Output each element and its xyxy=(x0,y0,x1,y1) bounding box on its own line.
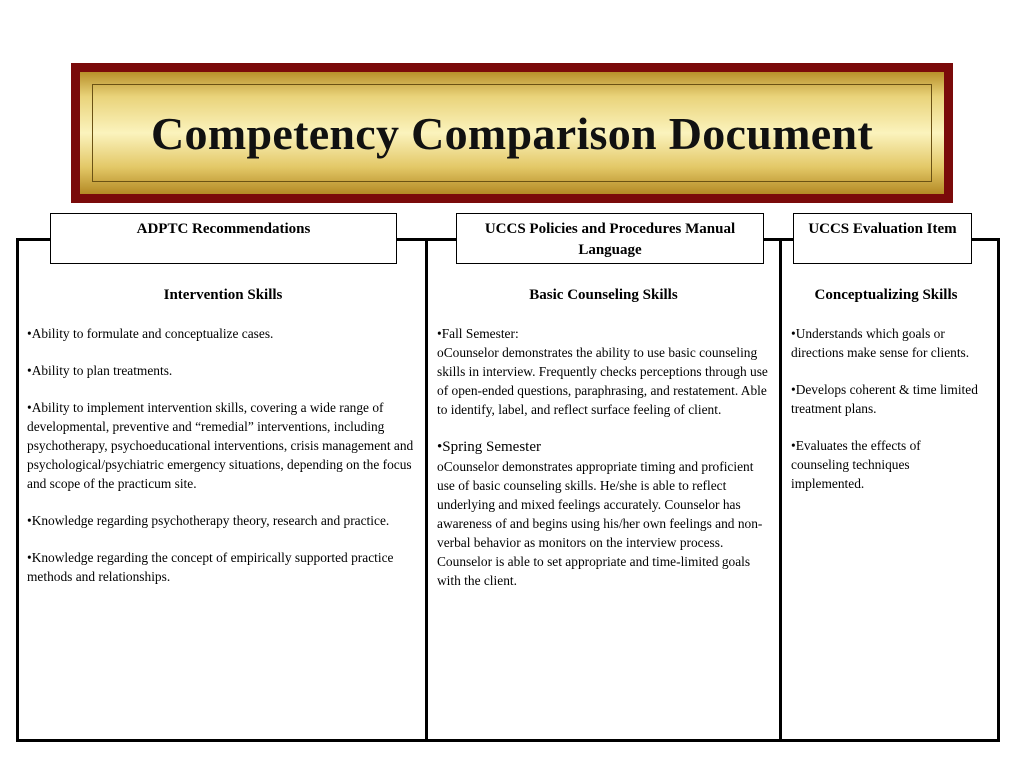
page-title: Competency Comparison Document xyxy=(151,107,873,159)
title-banner xyxy=(71,63,953,203)
spring-semester-text: oCounselor demonstrates appropriate timing and proficient use of basic counseling skills. He/she is able to reflect underlying and mixed feelings accurately. Counselor has awareness of and begins using his/her own feelings and non-verbal behavior as monitors on the interview process. Counselor is able to set appropriate and time-limited goals with the client. xyxy=(437,459,763,588)
column-divider-1 xyxy=(425,238,428,742)
list-item: •Ability to formulate and conceptualize cases. xyxy=(27,326,274,341)
list-item: •Develops coherent & time limited treatment plans. xyxy=(791,382,978,416)
column-header-adptc xyxy=(50,213,397,264)
list-item: •Ability to plan treatments. xyxy=(27,363,173,378)
list-item: •Evaluates the effects of counseling techniques implemented. xyxy=(791,438,921,491)
list-item: •Ability to implement intervention skills, covering a wide range of developmental, preventive and “remedial” interventions, including psychotherapy, psychoeducational interventions, crisis management and psychological/psychiatric emergency situations, depending on the focus and scope of the practicum site. xyxy=(27,400,414,491)
fall-semester-label: •Fall Semester: xyxy=(437,326,519,341)
fall-semester-text: oCounselor demonstrates the ability to use basic counseling skills in interview. Frequently checks perceptions through use of open-ended questions, paraphrasing, and restatement. Able to identify, label, and reflect surface feeling of client. xyxy=(437,345,768,417)
spring-semester-label: •Spring Semester xyxy=(437,439,541,455)
section-title-basic-counseling-skills: Basic Counseling Skills xyxy=(529,287,678,303)
list-item: •Understands which goals or directions make sense for clients. xyxy=(791,326,970,360)
column-header-uccs-manual-label: UCCS Policies and Procedures Manual Language xyxy=(484,221,736,258)
column-uccs-manual xyxy=(437,285,770,608)
column-header-uccs-evaluation xyxy=(793,213,972,264)
section-title-conceptualizing-skills: Conceptualizing Skills xyxy=(814,287,958,303)
list-item: •Knowledge regarding the concept of empirically supported practice methods and relationships. xyxy=(27,550,394,584)
column-divider-2 xyxy=(779,238,782,742)
section-title-intervention-skills: Intervention Skills xyxy=(163,287,283,303)
list-item: •Knowledge regarding psychotherapy theory, research and practice. xyxy=(27,513,390,528)
title-banner-inner xyxy=(92,84,932,182)
column-adptc xyxy=(27,285,419,604)
column-header-uccs-evaluation-label: UCCS Evaluation Item xyxy=(808,221,957,237)
column-header-uccs-manual xyxy=(456,213,764,264)
column-header-adptc-label: ADPTC Recommendations xyxy=(136,221,311,237)
title-banner-gold xyxy=(80,72,944,194)
column-uccs-evaluation xyxy=(791,285,981,511)
